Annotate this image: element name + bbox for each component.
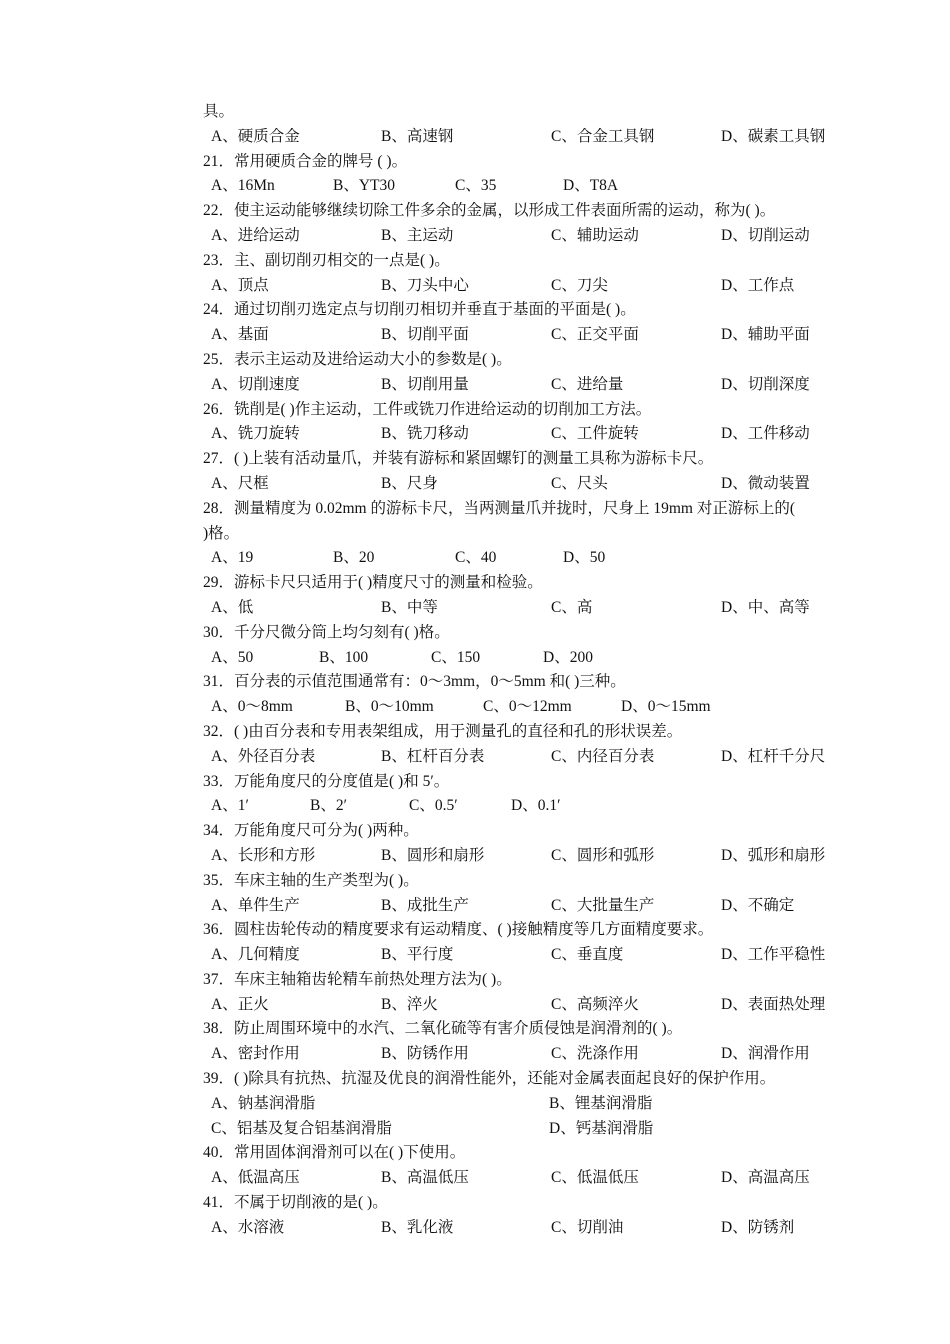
options-line [203,844,883,869]
options-line [203,646,883,671]
question-line: )格。 [203,524,240,542]
option-text: A、低 [211,598,254,616]
option-text: C、内径百分表 [551,747,655,765]
option-text: B、刀头中心 [381,276,469,294]
question-line: 23．主、副切削刃相交的一点是( )。 [203,251,450,269]
question-line: 36．圆柱齿轮传动的精度要求有运动精度、( )接触精度等几方面精度要求。 [203,921,714,939]
option-text: C、辅助运动 [551,226,639,244]
option-text: A、外径百分表 [211,747,316,765]
option-text: D、防锈剂 [721,1218,795,1236]
option-text: B、主运动 [381,226,454,244]
option-text: C、合金工具钢 [551,127,655,145]
option-text: A、0～8mm [211,698,293,716]
option-text: A、单件生产 [211,896,300,914]
question-line: 35．车床主轴的生产类型为( )。 [203,871,419,889]
option-text: C、高 [551,598,593,616]
question-line: 39．( )除具有抗热、抗湿及优良的润滑性能外，还能对金属表面起良好的保护作用。 [203,1070,776,1088]
question-line: 29．游标卡尺只适用于( )精度尺寸的测量和检验。 [203,574,543,592]
option-text: D、工件移动 [721,425,810,443]
options-line [203,596,883,621]
option-text: A、水溶液 [211,1218,285,1236]
option-text: B、铣刀移动 [381,425,469,443]
question-line: 27．( )上装有活动量爪，并装有游标和紧固螺钉的测量工具称为游标卡尺。 [203,450,714,468]
option-text: D、切削深度 [721,375,810,393]
option-text: C、40 [455,549,497,567]
question-line: 26．铣削是( )作主运动，工件或铣刀作进给运动的切削加工方法。 [203,400,652,418]
option-text: B、尺身 [381,474,438,492]
option-text: C、垂直度 [551,946,624,964]
options-line [203,422,883,447]
option-text: B、高温低压 [381,1169,469,1187]
option-text: A、密封作用 [211,1045,300,1063]
option-text: A、基面 [211,326,269,344]
option-text: C、大批量生产 [551,896,655,914]
options-line [203,894,883,919]
question-line: 21．常用硬质合金的牌号 ( )。 [203,152,408,170]
option-text: A、顶点 [211,276,269,294]
question-line: 34．万能角度尺可分为( )两种。 [203,822,419,840]
question-line: 31．百分表的示值范围通常有：0～3mm，0～5mm 和( )三种。 [203,673,626,691]
option-text: A、尺框 [211,474,269,492]
options-line [203,323,883,348]
option-text: D、工作平稳性 [721,946,826,964]
option-text: A、钠基润滑脂 [211,1094,316,1112]
option-text: D、工作点 [721,276,795,294]
options-line [203,546,883,571]
option-text: C、0～12mm [483,698,572,716]
option-text: B、20 [333,549,375,567]
option-text: D、50 [563,549,606,567]
question-line: 37．车床主轴箱齿轮精车前热处理方法为( )。 [203,970,512,988]
options-line [203,943,883,968]
question-line: 28．测量精度为 0.02mm 的游标卡尺，当两测量爪并拢时，尺身上 19mm 对正游标上的( [203,499,796,517]
question-line: 24．通过切削刃选定点与切削刃相切并垂直于基面的平面是( )。 [203,301,636,319]
question-line: 25．表示主运动及进给运动大小的参数是( )。 [203,350,512,368]
options-line [203,993,883,1018]
option-text: C、低温低压 [551,1169,639,1187]
option-text: A、19 [211,549,254,567]
option-text: B、中等 [381,598,438,616]
option-text: C、高频淬火 [551,995,639,1013]
option-text: D、切削运动 [721,226,810,244]
option-text: B、高速钢 [381,127,454,145]
option-text: B、100 [319,648,369,666]
option-text: C、刀尖 [551,276,608,294]
option-text: D、200 [543,648,593,666]
option-text: C、洗涤作用 [551,1045,639,1063]
option-text: B、2′ [310,797,347,815]
option-text: A、1′ [211,797,249,815]
options-line [203,745,883,770]
option-text: C、正交平面 [551,326,639,344]
option-text: C、150 [431,648,481,666]
option-text: A、硬质合金 [211,127,300,145]
option-text: B、圆形和扇形 [381,846,485,864]
option-text: D、0～15mm [621,698,711,716]
document-body [203,100,883,1241]
option-text: C、工件旋转 [551,425,639,443]
option-text: B、平行度 [381,946,454,964]
options-line [203,373,883,398]
options-line [203,1092,883,1117]
question-line: 33．万能角度尺的分度值是( )和 5′。 [203,772,450,790]
option-text: C、切削油 [551,1218,624,1236]
option-text: D、高温高压 [721,1169,810,1187]
option-text: B、乳化液 [381,1218,454,1236]
option-text: A、低温高压 [211,1169,300,1187]
option-text: C、圆形和弧形 [551,846,655,864]
option-text: B、成批生产 [381,896,469,914]
option-text: A、长形和方形 [211,846,316,864]
options-line [203,472,883,497]
option-text: A、50 [211,648,254,666]
option-text: D、不确定 [721,896,795,914]
options-line [203,1216,883,1241]
options-line [203,794,883,819]
option-text: D、T8A [563,177,619,195]
question-line: 40．常用固体润滑剂可以在( )下使用。 [203,1144,466,1162]
option-text: B、淬火 [381,995,438,1013]
option-text: A、几何精度 [211,946,300,964]
options-line [203,1042,883,1067]
options-line [203,1117,883,1142]
options-line [203,274,883,299]
option-text: D、微动装置 [721,474,810,492]
question-line: 22．使主运动能够继续切除工件多余的金属，以形成工件表面所需的运动，称为( )。 [203,202,776,220]
option-text: B、杠杆百分表 [381,747,485,765]
option-text: C、进给量 [551,375,624,393]
option-text: B、切削用量 [381,375,469,393]
option-text: D、0.1′ [511,797,561,815]
question-line: 41．不属于切削液的是( )。 [203,1194,388,1212]
option-text: D、中、高等 [721,598,810,616]
option-text: A、进给运动 [211,226,300,244]
option-text: C、铝基及复合铝基润滑脂 [211,1119,392,1137]
option-text: C、尺头 [551,474,608,492]
option-text: C、0.5′ [409,797,458,815]
question-line: 38．防止周围环境中的水汽、二氧化硫等有害介质侵蚀是润滑剂的( )。 [203,1020,683,1038]
option-text: B、锂基润滑脂 [549,1094,653,1112]
option-text: D、杠杆千分尺 [721,747,826,765]
option-text: B、0～10mm [345,698,434,716]
option-text: B、切削平面 [381,326,469,344]
option-text: A、切削速度 [211,375,300,393]
option-text: D、表面热处理 [721,995,826,1013]
option-text: C、35 [455,177,497,195]
options-line [203,174,883,199]
question-line: 32．( )由百分表和专用表架组成，用于测量孔的直径和孔的形状误差。 [203,722,683,740]
option-text: D、钙基润滑脂 [549,1119,654,1137]
option-text: D、辅助平面 [721,326,810,344]
option-text: B、防锈作用 [381,1045,469,1063]
options-line [203,695,883,720]
options-line [203,125,883,150]
option-text: A、16Mn [211,177,275,195]
option-text: A、铣刀旋转 [211,425,300,443]
option-text: B、YT30 [333,177,396,195]
options-line [203,1166,883,1191]
option-text: D、弧形和扇形 [721,846,826,864]
option-text: D、碳素工具钢 [721,127,826,145]
question-line: 具。 [203,103,235,120]
question-line: 30．千分尺微分筒上均匀刻有( )格。 [203,623,450,641]
option-text: A、正火 [211,995,269,1013]
options-line [203,224,883,249]
option-text: D、润滑作用 [721,1045,810,1063]
